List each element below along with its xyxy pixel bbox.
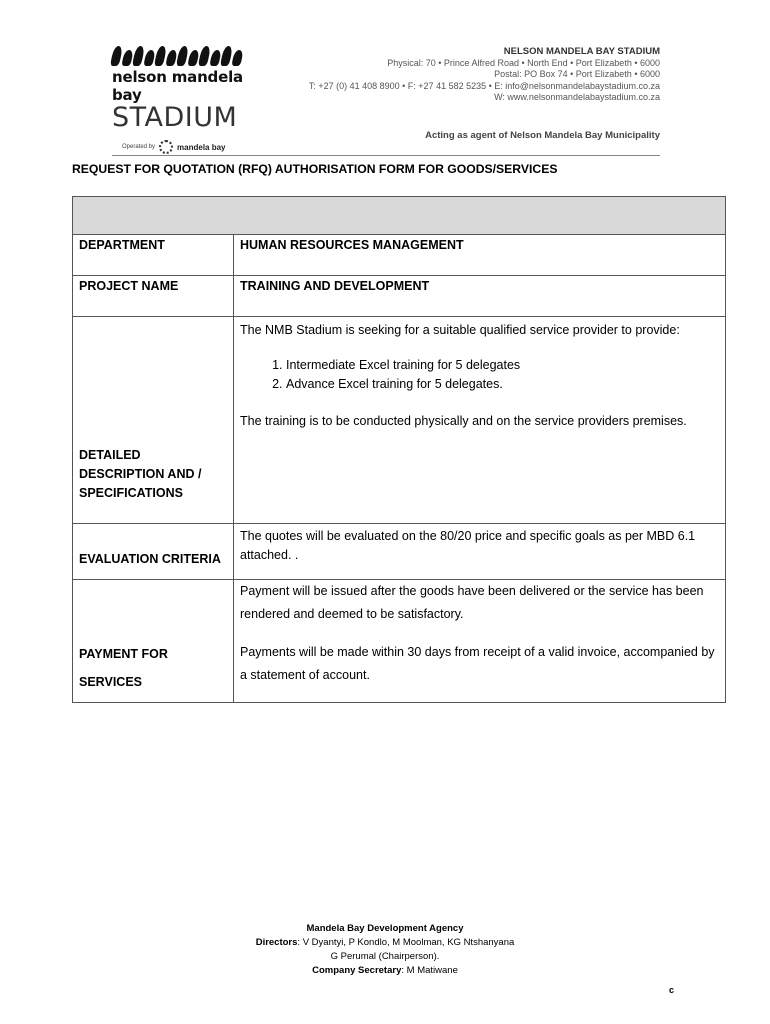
description-label-line: DETAILED xyxy=(79,448,141,462)
description-note: The training is to be conducted physically and on the service providers premises. xyxy=(240,414,687,428)
secretary-label: Company Secretary xyxy=(312,965,402,976)
list-item: 2. Advance Excel training for 5 delegates. xyxy=(286,375,719,394)
logo-line-1: nelson mandela bay xyxy=(112,68,243,104)
footer-agency: Mandela Bay Development Agency xyxy=(306,923,464,934)
table-row xyxy=(73,235,726,276)
table-row xyxy=(73,317,726,524)
header-shaded-cell xyxy=(73,197,726,235)
contact-block xyxy=(309,46,660,104)
operator-emblem-icon xyxy=(159,140,173,154)
contact-title: NELSON MANDELA BAY STADIUM xyxy=(503,46,660,57)
document-title: REQUEST FOR QUOTATION (RFQ) AUTHORISATION FORM FOR GOODS/SERVICES xyxy=(72,162,558,176)
header-divider xyxy=(112,155,660,156)
contact-phone-email: T: +27 (0) 41 408 8900 • F: +27 41 582 5235 • E: info@nelsonmandelabaystadium.co.za xyxy=(308,80,660,91)
payment-text-2: Payments will be made within 30 days from receipt of a valid invoice, accompanied by a statement of account. xyxy=(240,645,715,682)
operated-by-label: Operated by xyxy=(122,144,156,150)
department-label: DEPARTMENT xyxy=(73,235,234,276)
logo-wave-graphic xyxy=(112,44,272,66)
description-label xyxy=(73,317,234,524)
description-list xyxy=(240,356,719,394)
operator-badge xyxy=(122,140,272,154)
table-row xyxy=(73,580,726,703)
table-header-row xyxy=(73,197,726,235)
footer-directors xyxy=(0,936,770,950)
directors-label: Directors xyxy=(255,937,298,948)
payment-label xyxy=(73,580,234,703)
secretary-value: : M Matiwane xyxy=(401,965,458,976)
contact-physical: Physical: 70 • Prince Alfred Road • North End • Port Elizabeth • 6000 xyxy=(387,57,660,68)
description-value xyxy=(234,317,726,524)
directors-value: : V Dyantyi, P Kondlo, M Moolman, KG Ntshanyana xyxy=(297,937,515,948)
rfq-form-table xyxy=(72,196,726,703)
description-intro: The NMB Stadium is seeking for a suitable qualified service provider to provide: xyxy=(240,323,680,337)
table-row xyxy=(73,524,726,580)
operator-name: mandela bay xyxy=(177,142,226,152)
agent-line: Acting as agent of Nelson Mandela Bay Municipality xyxy=(425,130,660,141)
payment-value xyxy=(234,580,726,703)
project-label: PROJECT NAME xyxy=(73,276,234,317)
page-mark: c xyxy=(669,985,675,995)
payment-label-line: PAYMENT FOR xyxy=(79,647,168,661)
table-row xyxy=(73,276,726,317)
footer-secretary xyxy=(0,964,770,978)
list-item: 1. Intermediate Excel training for 5 delegates xyxy=(286,356,719,375)
logo-line-2: STADIUM xyxy=(112,102,238,133)
evaluation-value xyxy=(234,524,726,580)
description-label-line: SPECIFICATIONS xyxy=(79,486,183,500)
project-value: TRAINING AND DEVELOPMENT xyxy=(234,276,726,317)
description-label-line: DESCRIPTION AND / xyxy=(79,467,202,481)
payment-label-line: SERVICES xyxy=(79,675,142,689)
contact-postal: Postal: PO Box 74 • Port Elizabeth • 6000 xyxy=(494,69,660,80)
evaluation-label xyxy=(73,524,234,580)
payment-text-1: Payment will be issued after the goods have been delivered or the service has been rendered and deemed to be satisfactory. xyxy=(240,584,704,621)
contact-website: W: www.nelsonmandelabaystadium.co.za xyxy=(494,92,660,103)
page-footer xyxy=(0,922,770,978)
footer-directors-line2: G Perumal (Chairperson). xyxy=(330,951,440,962)
department-value: HUMAN RESOURCES MANAGEMENT xyxy=(234,235,726,276)
stadium-logo xyxy=(112,44,272,152)
evaluation-label-text: EVALUATION CRITERIA xyxy=(79,552,221,566)
evaluation-text: The quotes will be evaluated on the 80/20 price and specific goals as per MBD 6.1 attached. . xyxy=(240,529,696,562)
